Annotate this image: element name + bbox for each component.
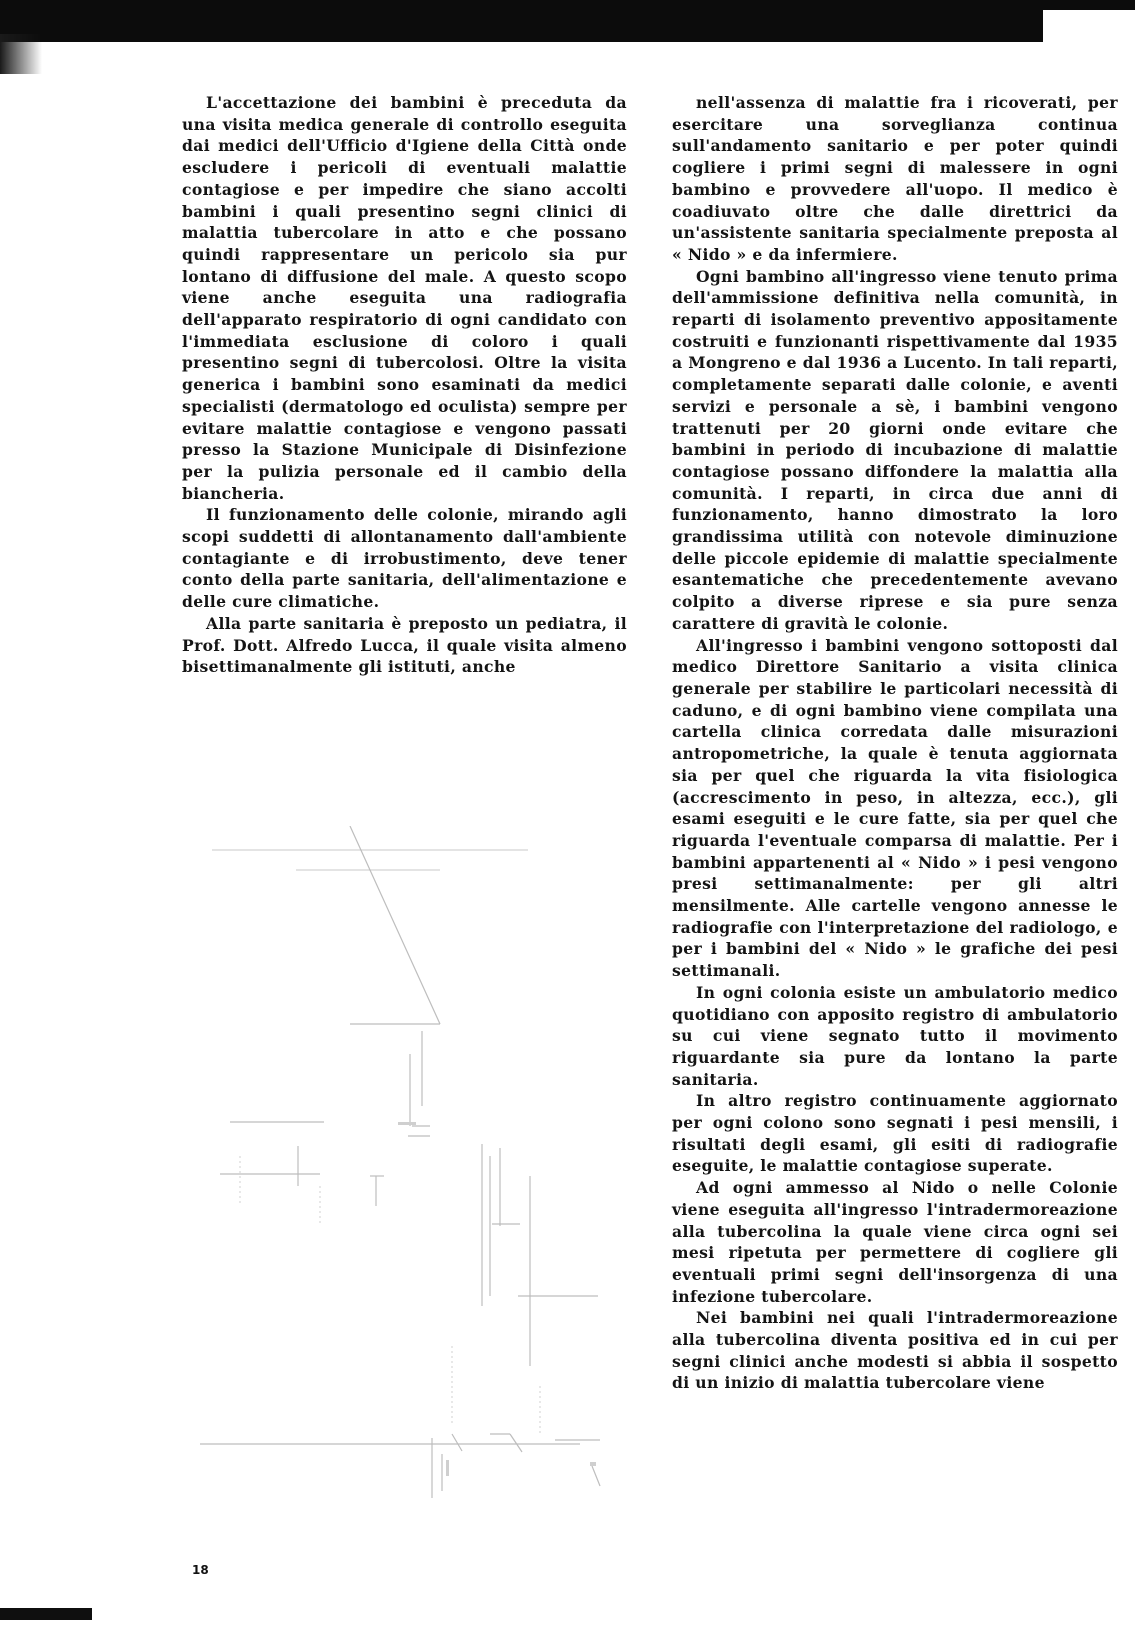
plan-fixture bbox=[398, 1122, 416, 1125]
paragraph: Alla parte sanitaria è preposto un pediatra, il Prof. Dott. Alfredo Lucca, il quale visita almeno bisettimanalmente gli istituti, anche bbox=[182, 613, 627, 677]
paragraph: Il funzionamento delle colonie, mirando agli scopi suddetti di allontanamento dall'ambiente contagiante e di irrobustimento, deve tener conto della parte sanitaria, dell'alimentazione e delle cure climatiche. bbox=[182, 505, 627, 612]
paragraph: All'ingresso i bambini vengono sottoposti dal medico Direttore Sanitario a visita clinica generale per stabilire le particolari necessità di caduno, e di ogni bambino viene compilata una cartella clinica corredata dalle misurazioni antropometriche, la quale è tenuta aggiornata sia per quel che riguarda la vita fisiologica (accrescimento in peso, in altezza, ecc.), gli esami eseguiti e le cure fatte, sia per quel che riguarda l'eventuale comparsa di malattie. Per i bambini appartenenti al « Nido » i pesi vengono presi settimanalmente: per gli altri mensilmente. Alle cartelle vengono annesse le radiografie con l'interpretazione del radiologo, e per i bambini del « Nido » le grafiche dei pesi settimanali. bbox=[672, 635, 1118, 981]
left-text-column bbox=[182, 92, 627, 678]
plan-wall bbox=[452, 1434, 462, 1451]
plan-wall bbox=[510, 1434, 522, 1452]
floor-plan-figure bbox=[200, 826, 630, 1516]
right-text-column bbox=[672, 92, 1118, 1394]
plan-wall bbox=[592, 1466, 600, 1486]
paragraph: L'accettazione dei bambini è preceduta da una visita medica generale di controllo eseguita dai medici dell'Ufficio d'Igiene della Città onde escludere i pericoli di eventuali malattie contagiose e per impedire che siano accolti bambini i quali presentino segni clinici di malattia tubercolare in atto e che possano quindi rappresentare un pericolo sia pur lontano di diffusione del male. A questo scopo viene anche eseguita una radiografia dell'apparato respiratorio di ogni candidato con l'immediata esclusione di coloro i quali presentino segni di tubercolosi. Oltre la visita generica i bambini sono esaminati da medici specialisti (dermatologo ed oculista) sempre per evitare malattie contagiose e vengono passati presso la Stazione Municipale di Disinfezione per la pulizia personale ed il cambio della biancheria. bbox=[182, 93, 627, 503]
paragraph: Ad ogni ammesso al Nido o nelle Colonie viene eseguita all'ingresso l'intradermoreazione alla tubercolina la quale viene circa ogni sei mesi ripetuta per permettere di cogliere gli eventuali primi segni dell'insorgenza di una infezione tubercolare. bbox=[672, 1178, 1118, 1306]
plan-label-rule bbox=[350, 826, 440, 1024]
plan-fixture bbox=[590, 1462, 596, 1466]
paragraph: Nei bambini nei quali l'intradermoreazione alla tubercolina diventa positiva ed in cui per segni clinici anche modesti si abbia il sospetto di un inizio di malattia tubercolare viene bbox=[672, 1308, 1118, 1393]
paragraph: In altro registro continuamente aggiornato per ogni colono sono segnati i pesi mensili, i risultati degli esami, gli esiti di radiografie eseguite, le malattie contagiose superate. bbox=[672, 1091, 1118, 1176]
floor-plan-drawing bbox=[200, 826, 630, 1516]
paragraph: nell'assenza di malattie fra i ricoverati, per esercitare una sorveglianza continua sull'andamento sanitario e per poter quindi cogliere i primi segni di malessere in ogni bambino e provvedere all'uopo. Il medico è coadiuvato oltre che dalle direttrici da un'assistente sanitaria specialmente preposta al « Nido » e da infermiere. bbox=[672, 93, 1118, 264]
scan-bottom-edge bbox=[0, 1608, 92, 1620]
paragraph: Ogni bambino all'ingresso viene tenuto prima dell'ammissione definitiva nella comunità, in reparti di isolamento preventivo appositamente costruiti e funzionanti rispettivamente dal 1935 a Mongreno e dal 1936 a Lucento. In tali reparti, completamente separati dalle colonie, e aventi servizi e personale a sè, i bambini vengono trattenuti per 20 giorni onde evitare che bambini in periodo di incubazione di malattie contagiose possano diffondere la malattia alla comunità. I reparti, in circa due anni di funzionamento, hanno dimostrato la loro grandissima utilità con notevole diminuzione delle piccole epidemie di malattie specialmente esantematiche che precedentemente avevano colpito a diverse riprese e sia pure senza carattere di gravità le colonie. bbox=[672, 266, 1118, 633]
page-number: 18 bbox=[192, 1563, 209, 1577]
plan-fixture bbox=[446, 1460, 449, 1476]
scan-top-notch bbox=[1043, 10, 1135, 50]
scan-left-edge bbox=[0, 34, 42, 74]
paragraph: In ogni colonia esiste un ambulatorio medico quotidiano con apposito registro di ambulatorio su cui viene segnato tutto il movimento riguardante sia pure da lontano la parte sanitaria. bbox=[672, 982, 1118, 1089]
scan-top-border bbox=[0, 0, 1135, 42]
